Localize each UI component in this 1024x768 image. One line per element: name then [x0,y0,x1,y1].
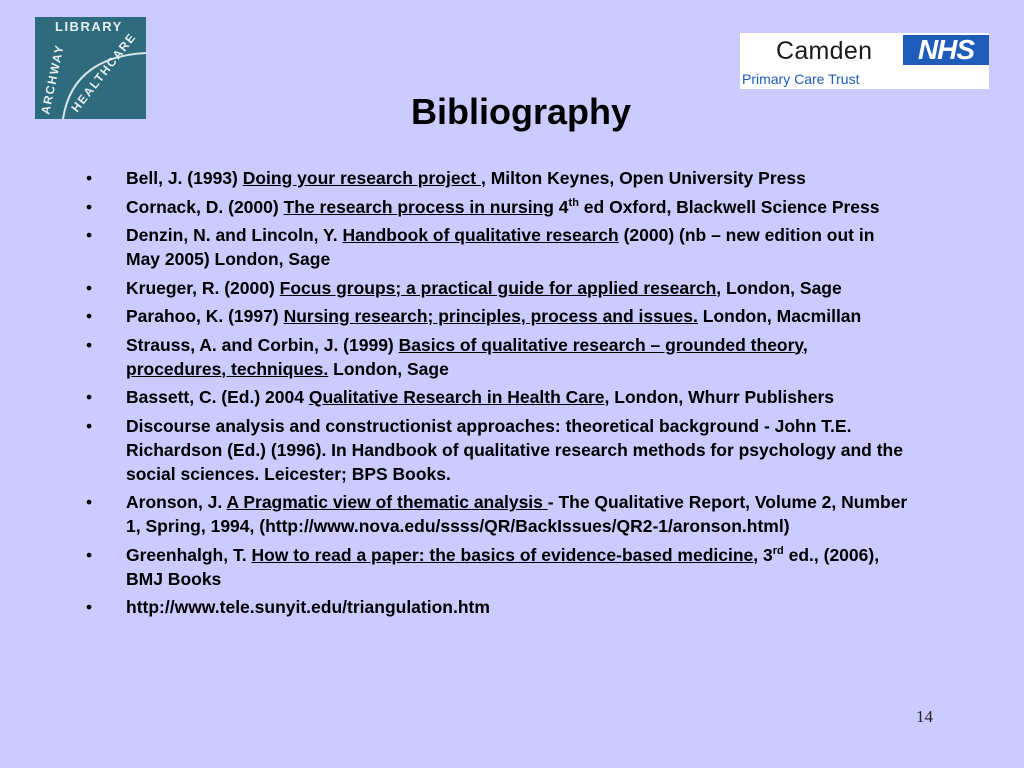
reference-item [82,333,912,381]
reference-text: ed Oxford, Blackwell Science Press [578,196,880,217]
reference-text: Aronson, J. [126,492,227,512]
reference-text: 3 [758,544,773,565]
reference-item [82,595,912,619]
reference-text: London, Sage [721,277,842,298]
reference-item [82,490,912,538]
reference-text: Volume 2, Number 1, Spring, 1994, (http://www.nova.edu/ssss/QR/BackIssues/QR2-1/aronson.html) [126,492,908,536]
reference-text: Bell, J. (1993) [126,168,243,188]
reference-text: Bassett, C. (Ed.) 2004 [126,387,309,407]
reference-text: Cornack, D. (2000) [126,196,284,217]
reference-item [82,223,912,271]
reference-text: ed., (2006), BMJ Books [126,544,880,589]
reference-item [82,304,912,328]
reference-superscript: th [568,196,579,209]
reference-text: 4 [553,196,569,217]
reference-text: Krueger, R. (2000) [126,277,280,298]
reference-title[interactable]: The research process in nursing [283,196,554,217]
reference-text: Greenhalgh, T. [126,544,252,565]
reference-title[interactable]: Handbook of qualitative research [342,225,619,245]
nhs-badge: NHS [903,35,989,65]
reference-title[interactable]: How to read a paper: the basics of evidence-based medicine, [251,544,759,565]
reference-text: London, Macmillan [697,306,862,326]
logo-text-library: LIBRARY [55,19,123,34]
reference-item [82,195,912,219]
reference-title[interactable]: Doing your research project , [242,168,486,188]
logo-text-archway: ARCHWAY [38,42,67,116]
reference-text: - The Qualitative Report [547,492,746,512]
reference-title[interactable]: Basics of qualitative research – grounded theory, procedures, techniques. [126,334,808,379]
reference-text: London, Whurr Publishers [609,387,834,407]
logo-text-healthcare: HEALTHCARE [68,29,139,115]
logo-camden-text: Camden [776,37,873,65]
reference-item [82,414,912,486]
reference-title[interactable]: Nursing research; principles, process and issues. [283,306,698,326]
reference-item [82,543,912,591]
reference-text: London, Sage [328,358,449,379]
reference-text: Parahoo, K. (1997) [126,306,284,326]
slide-title: Bibliography [410,91,631,132]
reference-text: Milton Keynes, Open University Press [485,168,806,188]
reference-title[interactable]: Qualitative Research in Health Care, [308,387,610,407]
camden-nhs-logo [740,33,989,89]
reference-item [82,276,912,300]
reference-text: Denzin, N. and Lincoln, Y. [126,225,343,245]
page-number: 14 [916,707,933,726]
logo-primary-care-trust-text: Primary Care Trust [742,71,860,87]
bibliography-list [82,166,912,624]
reference-text: (2000) (nb – new edition out in May 2005) London, Sage [126,225,875,269]
reference-superscript: rd [772,544,784,557]
reference-title[interactable]: A Pragmatic view of thematic analysis [226,492,548,512]
reference-title[interactable]: , [745,492,751,512]
reference-title[interactable]: Focus groups; a practical guide for applied research, [279,277,722,298]
reference-item [82,166,912,190]
reference-text: http://www.tele.sunyit.edu/triangulation.htm [126,597,490,617]
reference-text: Strauss, A. and Corbin, J. (1999) [126,334,399,355]
reference-text: Discourse analysis and constructionist approaches: theoretical background - John T.E. Richardson (Ed.) (1996). In Handbook of qualitative research methods for psychology and the social sciences. Leicester; BPS Books. [126,415,903,484]
reference-item [82,385,912,409]
